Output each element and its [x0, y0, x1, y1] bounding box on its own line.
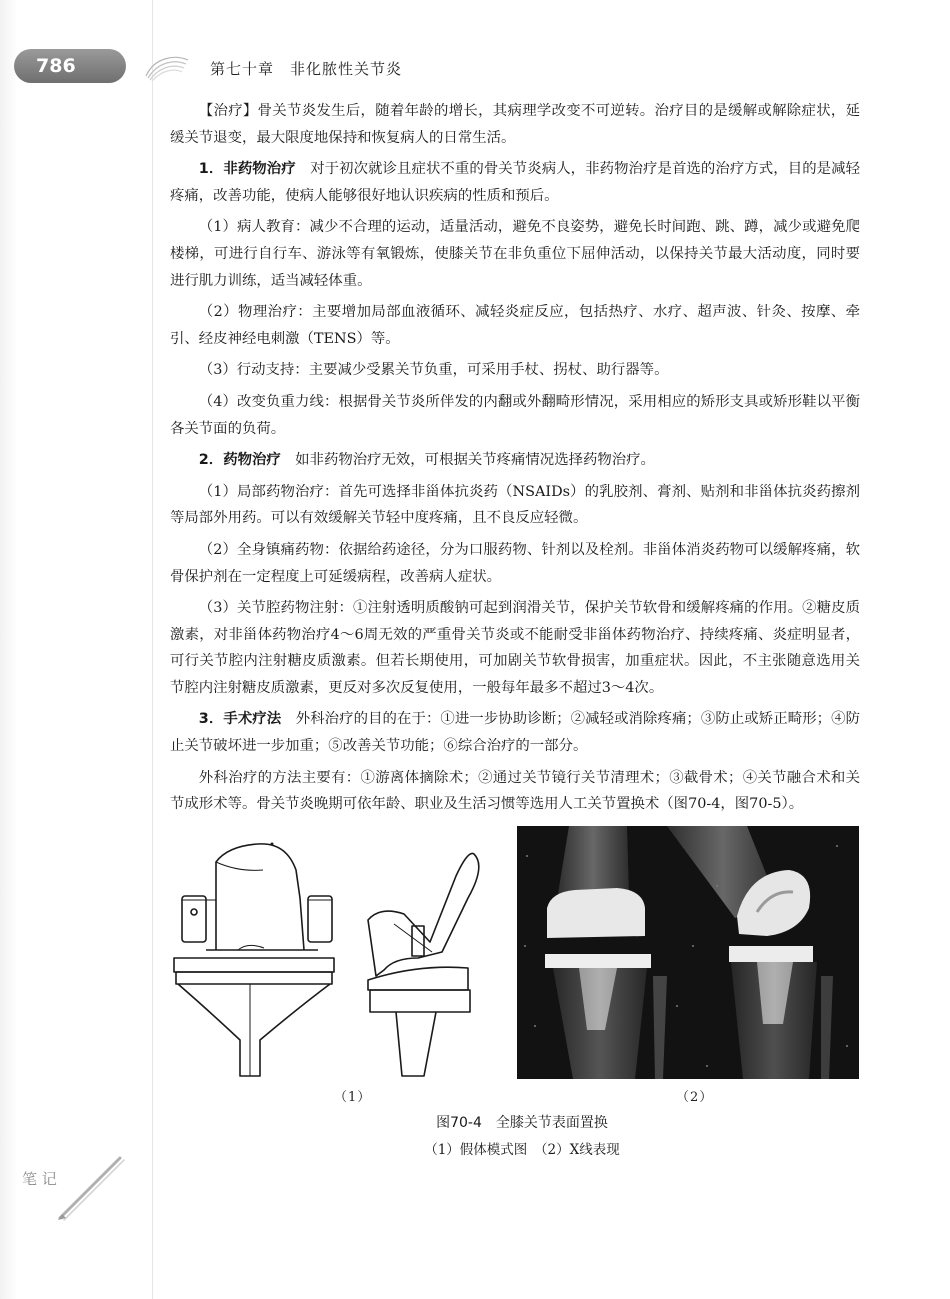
page-number: 786 [36, 55, 76, 77]
section-heading: 1．非药物治疗 [198, 161, 296, 178]
xray-image [517, 826, 859, 1079]
figure-label-right: （2） [676, 1090, 714, 1105]
paragraph-education: （1）病人教育：减少不合理的运动，适量活动，避免不良姿势，避免长时间跑、跳、蹲，减少或避免爬楼梯，可进行自行车、游泳等有氧锻炼，使膝关节在非负重位下屈伸活动，以保持关节最大活动度，同时要进行肌力训练，适当减轻体重。 [170, 219, 860, 289]
chapter-title: 第七十章 非化脓性关节炎 [210, 60, 403, 78]
paragraph-injection: （3）关节腔药物注射：①注射透明质酸钠可起到润滑关节，保护关节软骨和缓解疼痛的作用。②糖皮质激素，对非甾体药物治疗4～6周无效的严重骨关节炎或不能耐受非甾体药物治疗、持续疼痛、炎症明显者，可行关节腔内注射糖皮质激素。但若长期使用，可加剧关节软骨损害，加重症状。因此，不主张随意选用关节腔内注射糖皮质激素，更反对多次反复使用，一般每年最多不超过3～4次。 [170, 600, 860, 696]
section-heading: 2．药物治疗 [198, 452, 281, 469]
prosthesis-diagram [168, 840, 498, 1085]
figure-subcaption: （1）假体模式图 （2）X线表现 [424, 1142, 620, 1158]
paragraph-surgery-methods: 外科治疗的方法主要有：①游离体摘除术；②通过关节镜行关节清理术；③截骨术；④关节融合术和关节成形术等。骨关节炎晚期可依年龄、职业及生活习惯等选用人工关节置换术（图70-4，图70-5）。 [170, 769, 860, 813]
paragraph-load-line: （4）改变负重力线：根据骨关节炎所伴发的内翻或外翻畸形情况，采用相应的矫形支具或矫形鞋以平衡各关节面的负荷。 [170, 393, 860, 437]
paragraph-physical-therapy: （2）物理治疗：主要增加局部血液循环、减轻炎症反应，包括热疗、水疗、超声波、针灸、按摩、牵引、经皮神经电刺激（TENS）等。 [170, 304, 860, 347]
swirl-icon [144, 50, 192, 82]
margin-rule [152, 0, 153, 1299]
page-edge-shadow [0, 0, 18, 1299]
paragraph-drug: 2．药物治疗 如非药物治疗无效，可根据关节疼痛情况选择药物治疗。 [198, 452, 655, 469]
body-text [170, 98, 860, 823]
section-heading: 3．手术疗法 [198, 711, 282, 728]
figure-label-left: （1） [334, 1090, 372, 1105]
paragraph-nondrug: 1．非药物治疗 对于初次就诊且症状不重的骨关节炎病人，非药物治疗是首选的治疗方式，目的是减轻疼痛，改善功能，使病人能够很好地认识疾病的性质和预后。 [170, 161, 860, 204]
paragraph-systemic: （2）全身镇痛药物：依据给药途径，分为口服药物、针剂以及栓剂。非甾体消炎药物可以缓解疼痛，软骨保护剂在一定程度上可延缓病程，改善病人症状。 [170, 541, 860, 585]
paragraph-topical: （1）局部药物治疗：首先可选择非甾体抗炎药（NSAIDs）的乳胶剂、膏剂、贴剂和非甾体抗炎药擦剂等局部外用药。可以有效缓解关节轻中度疼痛，且不良反应轻微。 [170, 483, 860, 527]
paragraph-treatment-intro: 【治疗】骨关节炎发生后，随着年龄的增长，其病理学改变不可逆转。治疗目的是缓解或解除症状，延缓关节退变，最大限度地保持和恢复病人的日常生活。 [170, 103, 860, 146]
pencil-icon [56, 1152, 128, 1222]
notes-label: 笔 记 [22, 1170, 57, 1188]
page-number-tab [14, 49, 126, 83]
figure-caption: 图70-4 全膝关节表面置换 [436, 1115, 608, 1131]
paragraph-surgery: 3．手术疗法 外科治疗的目的在于：①进一步协助诊断；②减轻或消除疼痛；③防止或矫正畸形；④防止关节破坏进一步加重；⑤改善关节功能；⑥综合治疗的一部分。 [170, 711, 860, 755]
paragraph-mobility-support: （3）行动支持：主要减少受累关节负重，可采用手杖、拐杖、助行器等。 [198, 362, 669, 379]
